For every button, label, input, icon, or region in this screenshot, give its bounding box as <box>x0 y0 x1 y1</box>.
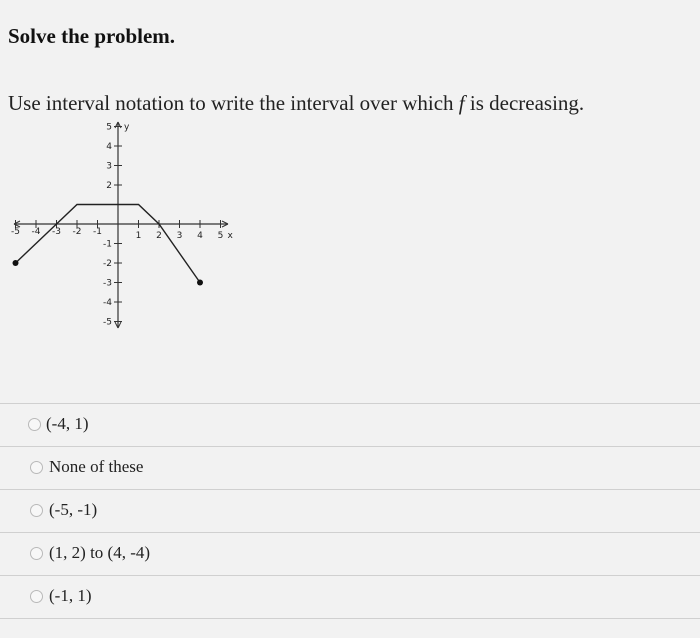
function-name: f <box>458 91 465 115</box>
x-tick-label: -4 <box>31 227 41 237</box>
x-tick-label: 1 <box>135 231 142 241</box>
y-tick-label: -2 <box>103 259 112 269</box>
option-row[interactable] <box>0 575 700 619</box>
y-tick-label: -3 <box>103 278 112 289</box>
x-tick-label: -3 <box>52 227 61 237</box>
option-label: (-4, 1) <box>46 414 89 433</box>
y-tick-label: 5 <box>106 122 112 133</box>
radio-button[interactable] <box>30 590 43 603</box>
question-text-start: Use interval notation to write the interval over which <box>8 91 459 115</box>
radio-button[interactable] <box>30 504 43 517</box>
y-tick-label: 2 <box>106 181 112 191</box>
x-tick-label: -5 <box>11 227 20 237</box>
radio-button[interactable] <box>28 418 41 431</box>
page-heading: Solve the problem. <box>8 24 176 48</box>
y-tick-label: -1 <box>103 239 112 250</box>
y-tick-label: -5 <box>103 317 112 328</box>
x-tick-label: 4 <box>197 231 203 241</box>
endpoint-dot <box>197 280 203 286</box>
question-text <box>8 91 584 116</box>
x-tick-label: 5 <box>217 231 224 241</box>
option-label: None of these <box>49 457 144 476</box>
option-label: (-5, -1) <box>49 500 98 519</box>
radio-button[interactable] <box>30 547 43 560</box>
x-tick-label: -1 <box>93 227 102 237</box>
x-tick-label: 3 <box>176 231 183 241</box>
function-graph <box>0 120 240 335</box>
option-row[interactable] <box>0 403 700 446</box>
y-tick-label: 3 <box>106 161 112 172</box>
answer-options <box>0 403 700 619</box>
option-label: (1, 2) to (4, -4) <box>49 543 151 562</box>
radio-button[interactable] <box>30 461 43 474</box>
x-tick-label: -2 <box>72 227 82 237</box>
option-row[interactable] <box>0 446 700 489</box>
option-row[interactable] <box>0 489 700 532</box>
question-text-end: is decreasing. <box>464 91 585 115</box>
endpoint-dot <box>13 260 19 266</box>
y-axis-label: y <box>124 122 130 133</box>
y-tick-label: -4 <box>103 298 112 308</box>
x-tick-label: 2 <box>156 231 162 241</box>
option-label: (-1, 1) <box>49 586 92 605</box>
y-tick-label: 4 <box>106 142 112 152</box>
x-axis-label: x <box>227 231 233 241</box>
option-row[interactable] <box>0 532 700 575</box>
